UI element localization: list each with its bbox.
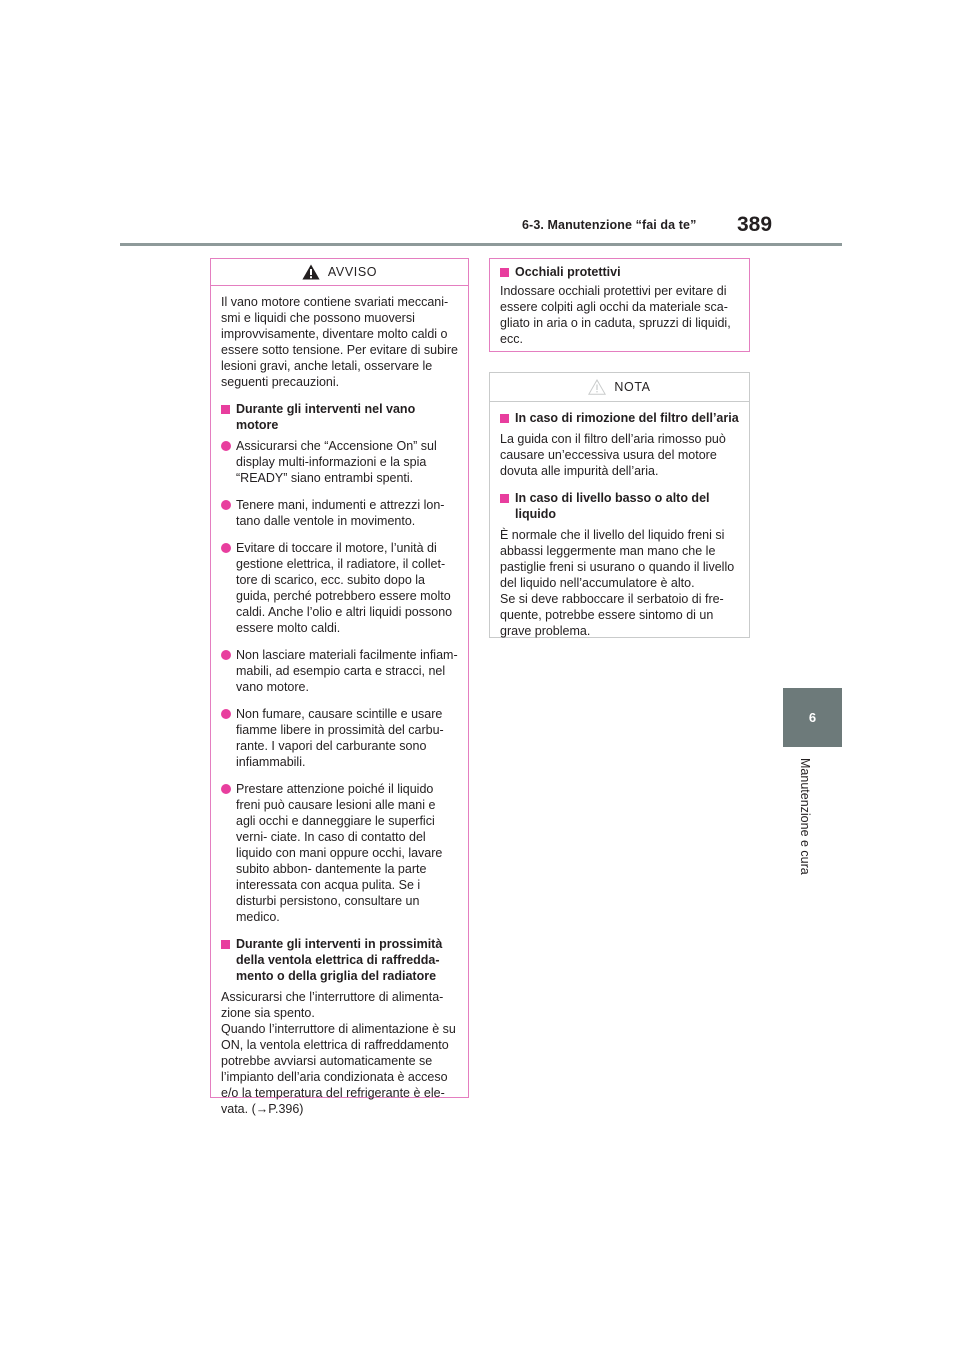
warning-section2-line-1: Assicurarsi che l’interruttore di alimenta- zione sia spento. [221, 990, 444, 1020]
notice-section-heading-2: In caso di livello basso o alto del liquido [500, 490, 739, 522]
chapter-side-label: Manutenzione e cura [798, 758, 812, 875]
notice-box-title: NOTA [614, 380, 651, 394]
notice-box-body [490, 402, 749, 647]
header-rule [120, 243, 842, 246]
notice-box-header [490, 373, 749, 402]
warning-bullet-2: Tenere mani, indumenti e attrezzi lon- tano dalle ventole in movimento. [221, 497, 458, 529]
page-reference-link[interactable]: P.396) [268, 1102, 304, 1116]
warning-section2-text2: Quando l’interruttore di alimentazione è su ON, la ventola elettrica di raffreddamento potrebbe avviarsi automaticamente se l’impianto dell’aria condizionata è acceso e/o la temperatura del refrigerante è ele- vata. ( [221, 1022, 456, 1116]
reference-arrow: → [255, 1102, 269, 1116]
notice-box [489, 372, 750, 638]
page-number: 389 [737, 213, 773, 236]
notice-section2-line-2: Se si deve rabboccare il serbatoio di fre- quente, potrebbe essere sintomo di un grave problema. [500, 592, 724, 638]
warning-box-title: AVVISO [327, 265, 378, 279]
warning-box-header [211, 259, 468, 286]
warning-section2-line-2 [221, 1021, 458, 1117]
goggles-text: Indossare occhiali protettivi per evitare di essere colpiti agli occhi da materiale sca- gliato in aria o in caduta, spruzzi di liquidi, ecc. [500, 284, 731, 346]
warning-section2-text [221, 989, 458, 1117]
warning-box-body [211, 286, 468, 1125]
warning-section-heading-2: Durante gli interventi in prossimità della ventola elettrica di raffredda- mento o della griglia del radiatore [221, 936, 458, 984]
goggles-heading: Occhiali protettivi [500, 264, 739, 280]
warning-bullet-4: Non lasciare materiali facilmente infiam- mabili, ad esempio carta e stracci, nel vano motore. [221, 647, 458, 695]
warning-triangle-icon [302, 264, 320, 280]
chapter-tab [783, 688, 842, 747]
chapter-number: 6 [808, 710, 817, 725]
notice-triangle-icon [588, 379, 606, 395]
warning-bullet-1: Assicurarsi che “Accensione On” sul display multi-informazioni e la spia “READY” siano entrambi spenti. [221, 438, 458, 486]
notice-section2-line-1: È normale che il livello del liquido freni si abbassi leggermente man mano che le pastiglie freni si usurano o quando il livello del liquido nell’accumulatore è alto. [500, 528, 735, 590]
warning-intro: Il vano motore contiene svariati meccani- smi e liquidi che possono muoversi improvvisamente, diventare molto caldi o essere sotto tensione. Per evitare di subire lesioni gravi, anche letali, osservare le seguenti precauzioni. [221, 295, 458, 389]
notice-section1-text: La guida con il filtro dell’aria rimosso può causare un’eccessiva usura del motore dovuta alle impurità dell’aria. [500, 432, 726, 478]
goggles-box [489, 258, 750, 352]
warning-bullet-3: Evitare di toccare il motore, l’unità di gestione elettrica, il radiatore, il collet- tore di scarico, ecc. subito dopo la guida, perché potrebbero essere molto caldi. Anche l’olio e altri liquidi possono essere molto caldi. [221, 540, 458, 636]
warning-bullet-5: Non fumare, causare scintille e usare fiamme libere in prossimità del carbu- rante. I vapori del carburante sono infiammabili. [221, 706, 458, 770]
notice-section-heading-1: In caso di rimozione del filtro dell’aria [500, 410, 739, 426]
warning-box [210, 258, 469, 1116]
warning-bullet-6: Prestare attenzione poiché il liquido freni può causare lesioni alle mani e agli occhi e danneggiare le superfici verni- ciate. In caso di contatto del liquido con mani oppure occhi, lavare subito abbon- dantemente la parte interessata con acqua pulita. Se i disturbi persistono, consultare un medico. [221, 781, 458, 925]
notice-section2-text [500, 527, 739, 639]
section-title: 6-3. Manutenzione “fai da te” [522, 218, 697, 232]
goggles-box-body [490, 259, 749, 355]
warning-section-heading-1: Durante gli interventi nel vano motore [221, 401, 458, 433]
